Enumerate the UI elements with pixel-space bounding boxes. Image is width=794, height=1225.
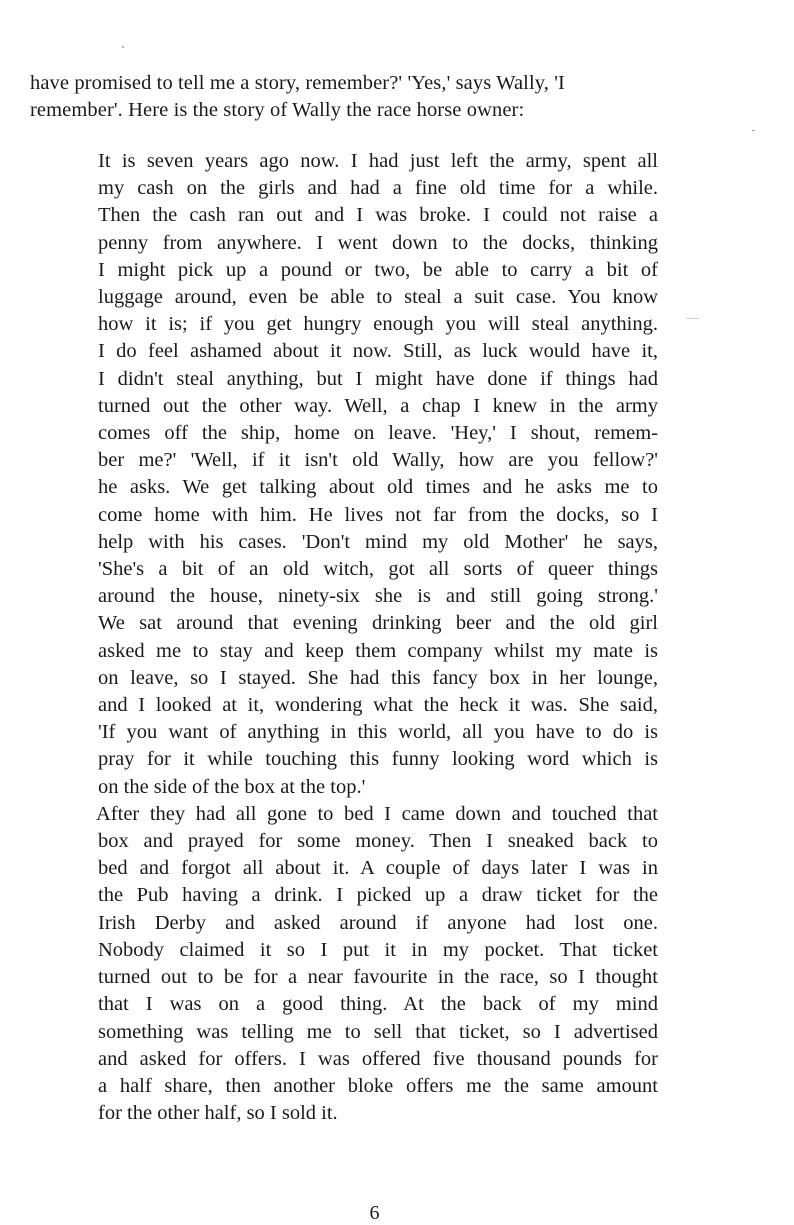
scan-speck bbox=[752, 130, 755, 131]
story-line: bed and forgot all about it. A couple of days later I was in bbox=[98, 857, 658, 880]
story-line: the Pub having a drink. I picked up a draw ticket for the bbox=[98, 884, 658, 907]
story-line: and asked for offers. I was offered five thousand pounds for bbox=[98, 1047, 658, 1070]
story-line: We sat around that evening drinking beer and the old girl bbox=[98, 612, 658, 635]
story-line: for the other half, so I sold it. bbox=[98, 1102, 338, 1125]
story-line: 'She's a bit of an old witch, got all sorts of queer things bbox=[98, 558, 658, 581]
story-line: turned out to be for a near favourite in the race, so I thought bbox=[98, 966, 658, 989]
story-block bbox=[98, 148, 658, 1127]
story-line: Then the cash ran out and I was broke. I could not raise a bbox=[98, 204, 658, 227]
story-line: I didn't steal anything, but I might have done if things had bbox=[98, 367, 658, 390]
story-line: I do feel ashamed about it now. Still, as luck would have it, bbox=[98, 340, 658, 363]
story-line: my cash on the girls and had a fine old time for a while. bbox=[98, 177, 658, 200]
story-line: he asks. We get talking about old times and he asks me to bbox=[98, 476, 658, 499]
story-line: around the house, ninety-six she is and still going strong.' bbox=[98, 585, 658, 608]
story-line: I might pick up a pound or two, be able to carry a bit of bbox=[98, 258, 658, 281]
story-line: luggage around, even be able to steal a suit case. You know bbox=[98, 286, 658, 309]
scan-speck bbox=[122, 46, 124, 48]
story-line: turned out the other way. Well, a chap I knew in the army bbox=[98, 394, 658, 417]
story-line: It is seven years ago now. I had just left the army, spent all bbox=[98, 150, 658, 172]
story-line: on the side of the box at the top.' bbox=[98, 775, 366, 798]
story-line: come home with him. He lives not far from the docks, so I bbox=[98, 503, 658, 526]
story-line: penny from anywhere. I went down to the docks, thinking bbox=[98, 231, 658, 254]
story-line: help with his cases. 'Don't mind my old Mother' he says, bbox=[98, 530, 658, 553]
story-line: asked me to stay and keep them company whilst my mate is bbox=[98, 639, 658, 662]
story-line: ber me?' 'Well, if it isn't old Wally, how are you fellow?' bbox=[98, 449, 658, 472]
story-line: Nobody claimed it so I put it in my pocket. That ticket bbox=[98, 938, 658, 961]
story-line: and I looked at it, wondering what the heck it was. She said, bbox=[98, 694, 658, 717]
story-line: how it is; if you get hungry enough you will steal anything. bbox=[98, 313, 658, 336]
scan-speck bbox=[686, 318, 700, 319]
story-line: a half share, then another bloke offers me the same amount bbox=[98, 1074, 658, 1097]
story-line: pray for it while touching this funny looking word which is bbox=[98, 748, 658, 771]
story-line: that I was on a good thing. At the back of my mind bbox=[98, 993, 658, 1016]
story-line: After they had all gone to bed I came down and touched that bbox=[96, 802, 658, 825]
story-line: 'If you want of anything in this world, all you have to do is bbox=[98, 721, 658, 744]
story-line: Irish Derby and asked around if anyone had lost one. bbox=[98, 911, 658, 934]
page-number: 6 bbox=[369, 1202, 380, 1224]
story-line: box and prayed for some money. Then I sneaked back to bbox=[98, 830, 658, 853]
story-line: on leave, so I stayed. She had this fancy box in her lounge, bbox=[98, 666, 658, 689]
story-line: comes off the ship, home on leave. 'Hey,' I shout, remem- bbox=[98, 422, 658, 445]
story-line: something was telling me to sell that ticket, so I advertised bbox=[98, 1020, 658, 1043]
intro-line: remember'. Here is the story of Wally the race horse owner: bbox=[30, 99, 525, 121]
intro-paragraph bbox=[30, 70, 710, 124]
intro-line: have promised to tell me a story, remember?' 'Yes,' says Wally, 'I bbox=[30, 72, 565, 94]
